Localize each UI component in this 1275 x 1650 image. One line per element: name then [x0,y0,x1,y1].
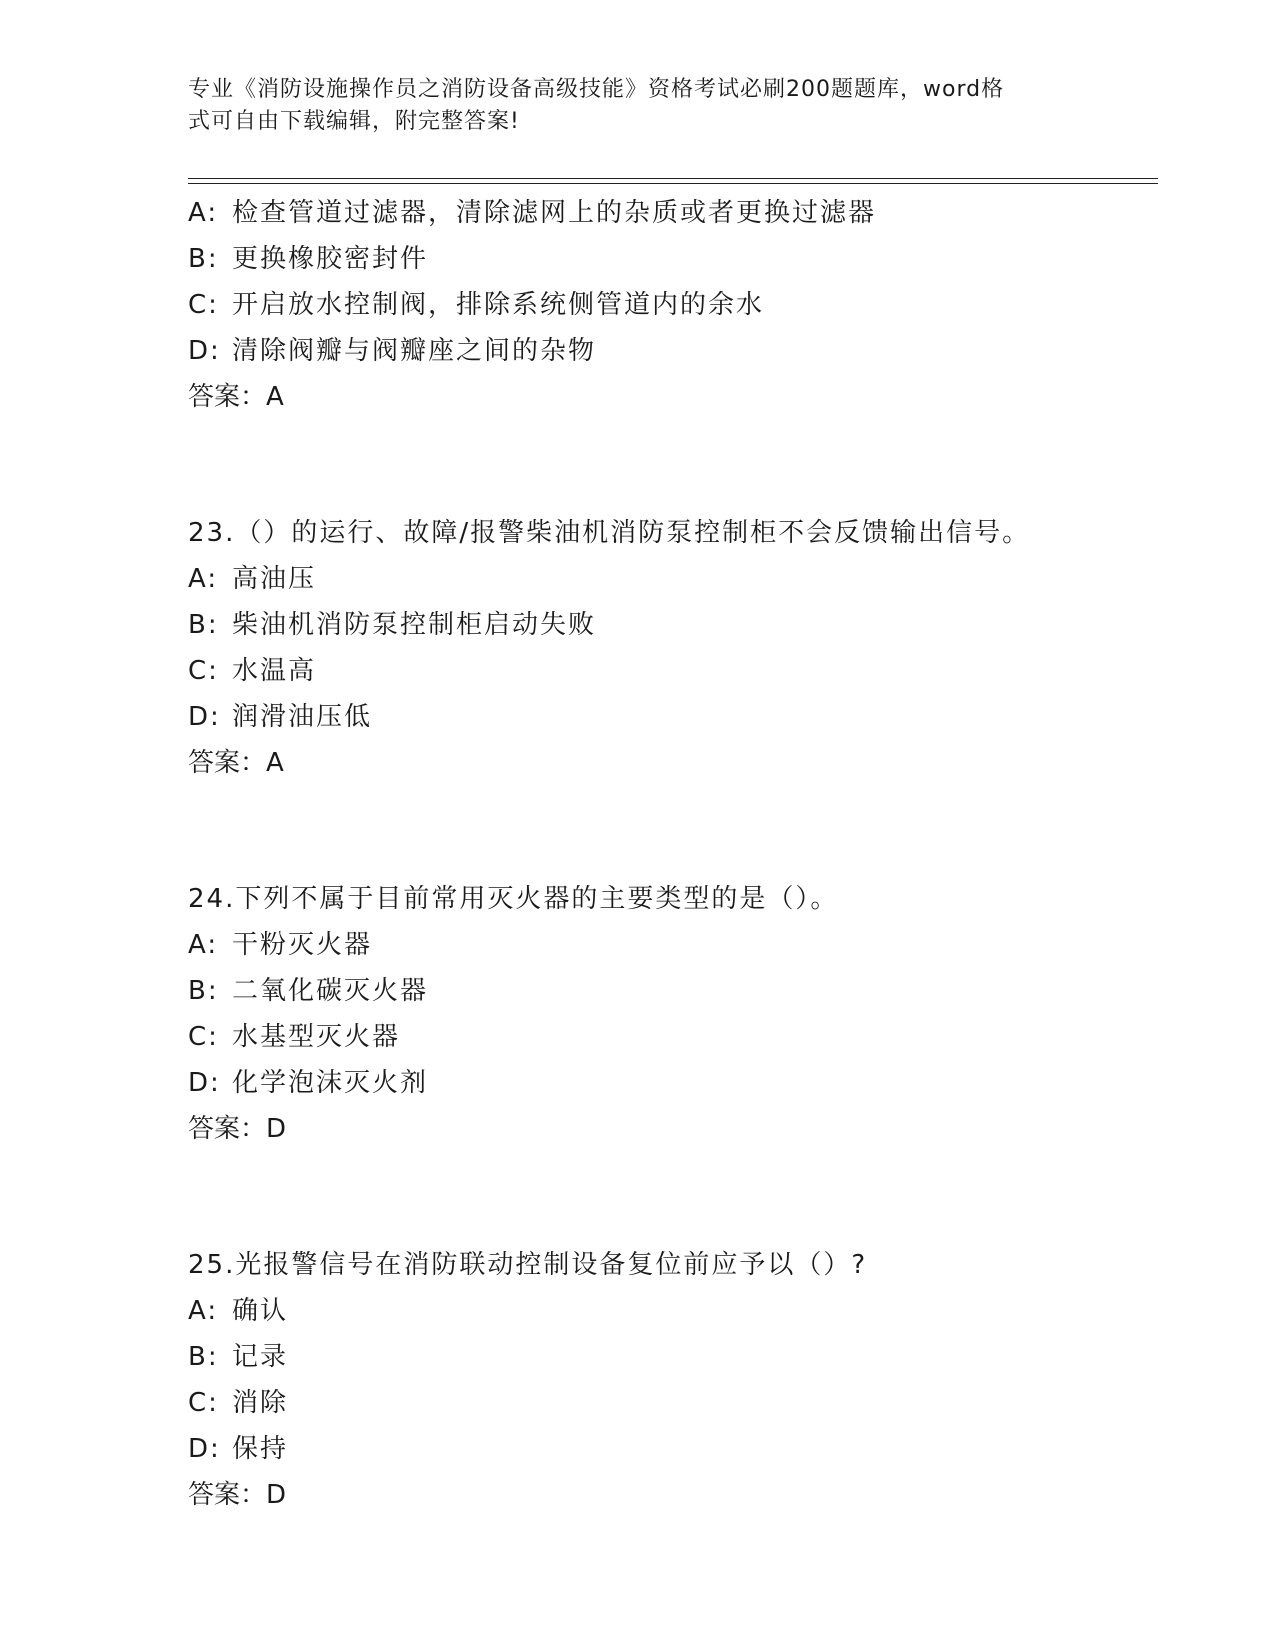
option-text: 二氧化碳灭火器 [232,976,429,1006]
option-prefix: C: [188,290,219,320]
option-prefix: D: [188,336,221,366]
option-prefix: D: [188,1434,221,1464]
option-c [188,1380,1148,1426]
option-prefix: B: [188,976,219,1006]
option-text: 保持 [232,1434,289,1464]
option-text: 确认 [232,1296,289,1326]
question-block [188,190,1148,420]
question-block [188,876,1148,1152]
option-prefix: C: [188,1388,219,1418]
header-divider-bottom [188,183,1158,184]
option-a [188,922,1148,968]
option-text: 消除 [232,1388,289,1418]
question-text: 25.光报警信号在消防联动控制设备复位前应予以（）? [188,1250,868,1280]
option-b [188,602,1148,648]
option-text: 干粉灭火器 [232,930,373,960]
option-prefix: B: [188,1342,219,1372]
option-prefix: A: [188,564,219,594]
option-a [188,556,1148,602]
option-text: 润滑油压低 [232,702,373,732]
option-text: 更换橡胶密封件 [232,244,429,274]
question-block [188,510,1148,786]
header-line-2: 式可自由下载编辑，附完整答案! [188,109,520,134]
answer-line: 答案：D [188,1114,287,1144]
option-d [188,1060,1148,1106]
option-text: 水温高 [232,656,317,686]
option-a [188,1288,1148,1334]
answer-line: 答案：D [188,1480,287,1510]
option-prefix: C: [188,1022,219,1052]
option-text: 水基型灭火器 [232,1022,401,1052]
question-text: 23.（）的运行、故障/报警柴油机消防泵控制柜不会反馈输出信号。 [188,518,1031,548]
option-text: 清除阀瓣与阀瓣座之间的杂物 [232,336,597,366]
option-prefix: D: [188,1068,221,1098]
option-text: 检查管道过滤器，清除滤网上的杂质或者更换过滤器 [232,198,877,228]
option-c [188,648,1148,694]
header-divider-top [188,178,1158,179]
option-prefix: D: [188,702,221,732]
option-c [188,282,1148,328]
option-d [188,694,1148,740]
option-prefix: B: [188,610,219,640]
option-prefix: A: [188,930,219,960]
option-text: 柴油机消防泵控制柜启动失败 [232,610,597,640]
option-prefix: C: [188,656,219,686]
option-text: 高油压 [232,564,317,594]
option-text: 开启放水控制阀，排除系统侧管道内的余水 [232,290,765,320]
answer-line: 答案：A [188,748,284,778]
option-text: 记录 [232,1342,289,1372]
spacer [188,786,1148,876]
spacer [188,1152,1148,1242]
option-prefix: A: [188,198,219,228]
answer-line: 答案：A [188,382,284,412]
question-list [188,190,1148,1518]
option-b [188,1334,1148,1380]
option-d [188,1426,1148,1472]
header-line-1: 专业《消防设施操作员之消防设备高级技能》资格考试必刷200题题库，word格 [188,77,1005,102]
question-block [188,1242,1148,1518]
option-text: 化学泡沫灭火剂 [232,1068,429,1098]
option-b [188,968,1148,1014]
option-d [188,328,1148,374]
document-header [188,74,1068,138]
spacer [188,420,1148,510]
option-prefix: B: [188,244,219,274]
question-text: 24.下列不属于目前常用灭火器的主要类型的是（）。 [188,884,839,914]
option-a [188,190,1148,236]
option-prefix: A: [188,1296,219,1326]
option-b [188,236,1148,282]
option-c [188,1014,1148,1060]
